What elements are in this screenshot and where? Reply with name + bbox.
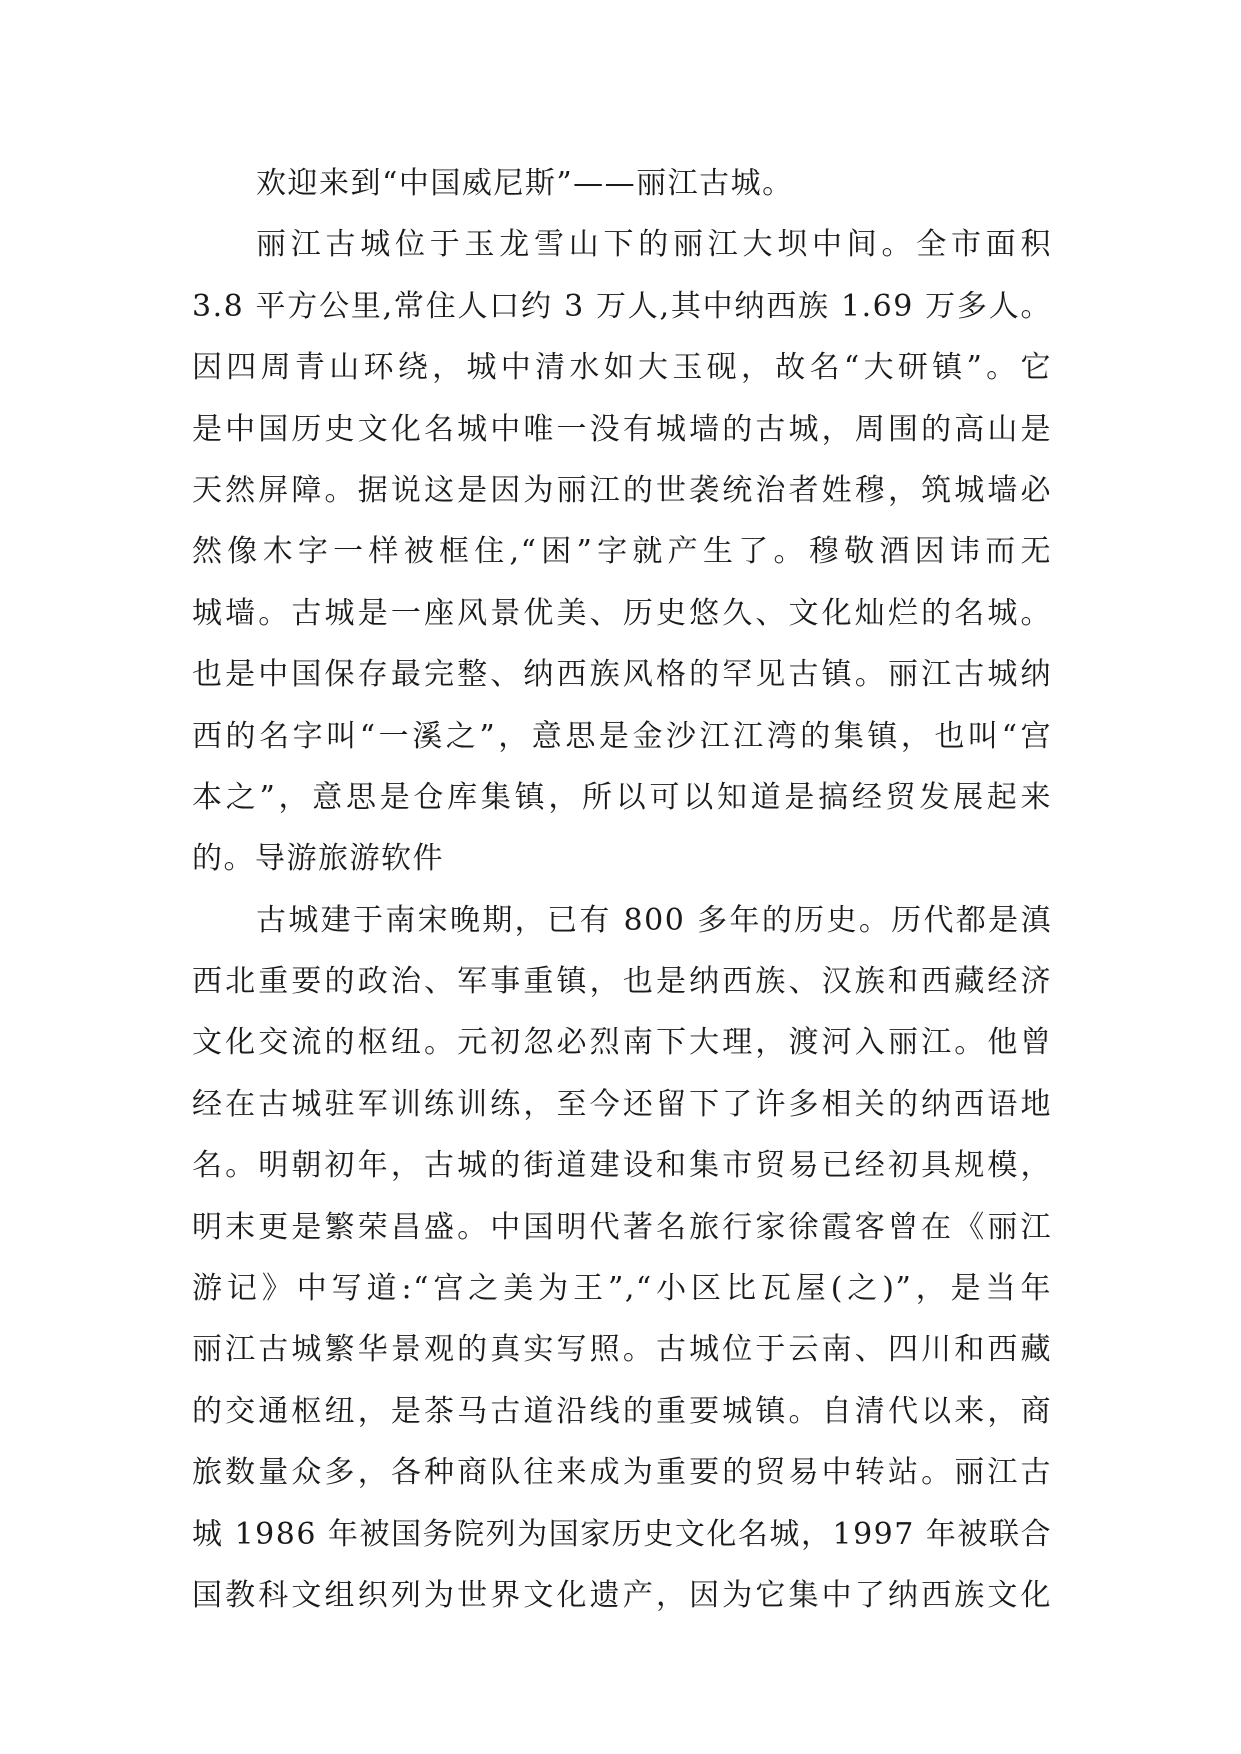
text-line: 欢迎来到“中国威尼斯”——丽江古城。 — [256, 166, 794, 201]
text-line: 3.8 平方公里,常住人口约 3 万人,其中纳西族 1.69 万多人。 — [192, 288, 1052, 324]
text-line: 丽江古城繁华景观的真实写照。古城位于云南、四川和西藏 — [192, 1332, 1052, 1368]
text-line: 也是中国保存最完整、纳西族风格的罕见古镇。丽江古城纳 — [192, 657, 1052, 693]
text-line: 因四周青山环绕，城中清水如大玉砚，故名“大研镇”。它 — [192, 350, 1052, 386]
text-line: 国教科文组织列为世界文化遗产，因为它集中了纳西族文化 — [192, 1577, 1052, 1613]
text-line: 城 1986 年被国务院列为国家历史文化名城，1997 年被联合 — [192, 1516, 1052, 1552]
text-line: 天然屏障。据说这是因为丽江的世袭统治者姓穆，筑城墙必 — [192, 472, 1052, 508]
text-line: 名。明朝初年，古城的街道建设和集市贸易已经初具规模， — [192, 1148, 1052, 1184]
text-line: 西的名字叫“一溪之”，意思是金沙江江湾的集镇，也叫“宫 — [192, 718, 1052, 754]
text-line: 古城建于南宋晚期，已有 800 多年的历史。历代都是滇 — [256, 902, 1052, 938]
text-line: 然像木字一样被框住,“困”字就产生了。穆敬酒因讳而无 — [192, 534, 1052, 570]
text-line: 明末更是繁荣昌盛。中国明代著名旅行家徐霞客曾在《丽江 — [192, 1209, 1052, 1245]
text-line: 是中国历史文化名城中唯一没有城墙的古城，周围的高山是 — [192, 411, 1052, 447]
text-line: 本之”，意思是仓库集镇，所以可以知道是搞经贸发展起来 — [192, 779, 1052, 815]
text-line: 西北重要的政治、军事重镇，也是纳西族、汉族和西藏经济 — [192, 964, 1052, 1000]
text-line: 丽江古城位于玉龙雪山下的丽江大坝中间。全市面积 — [256, 227, 1052, 263]
text-line: 城墙。古城是一座风景优美、历史悠久、文化灿烂的名城。 — [192, 595, 1052, 631]
text-line: 的交通枢纽，是茶马古道沿线的重要城镇。自清代以来，商 — [192, 1393, 1052, 1429]
text-line: 旅数量众多，各种商队往来成为重要的贸易中转站。丽江古 — [192, 1455, 1052, 1491]
text-line: 游记》中写道:“宫之美为王”,“小区比瓦屋(之)”，是当年 — [192, 1271, 1052, 1307]
text-line: 经在古城驻军训练训练，至今还留下了许多相关的纳西语地 — [192, 1086, 1052, 1122]
text-line: 的。导游旅游软件 — [192, 841, 444, 877]
body-text — [192, 153, 1052, 1626]
text-line: 文化交流的枢纽。元初忽必烈南下大理，渡河入丽江。他曾 — [192, 1025, 1052, 1061]
